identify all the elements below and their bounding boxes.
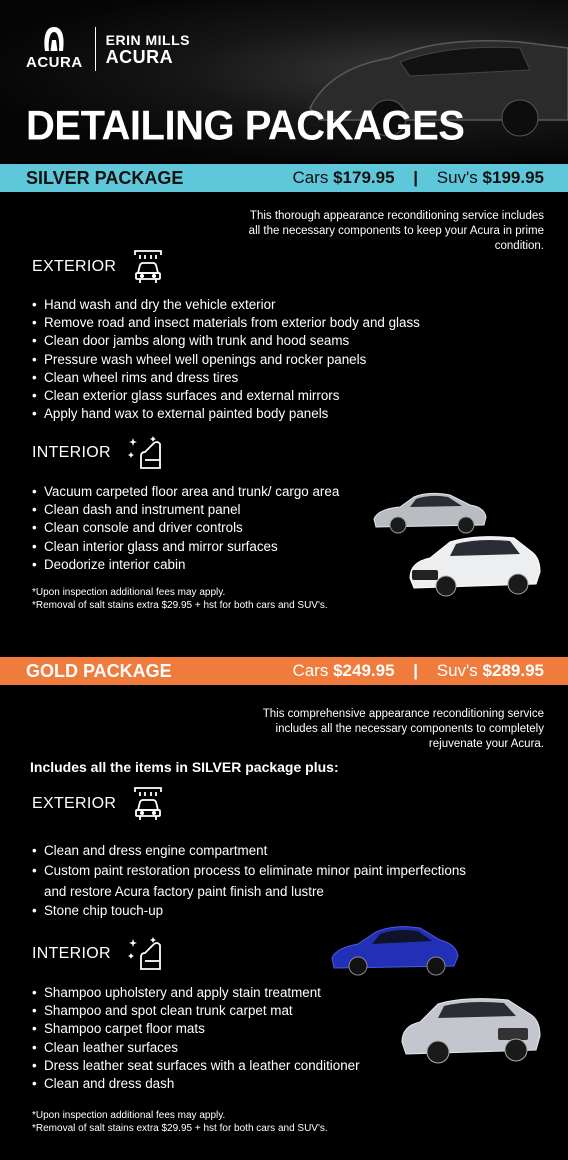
- list-item: • Clean console and driver controls: [32, 520, 243, 536]
- gold-cars-price: $249.95: [333, 661, 395, 680]
- silver-description: [184, 209, 544, 254]
- car-seat-cleaning-icon: [127, 434, 165, 472]
- list-item: • Remove road and insect materials from exterior body and glass: [32, 315, 420, 331]
- gold-interior-heading: [32, 935, 165, 973]
- gold-interior-label: INTERIOR: [32, 945, 111, 962]
- blue-sedan-image: [328, 920, 460, 980]
- gold-notes: [32, 1109, 328, 1135]
- silver-package-name: SILVER PACKAGE: [26, 167, 184, 188]
- page-title: DETAILING PACKAGES: [26, 102, 465, 150]
- list-item: • Pressure wash wheel well openings and rocker panels: [32, 351, 367, 367]
- list-item: • Clean and dress dash: [32, 1075, 175, 1091]
- gold-exterior-label: EXTERIOR: [32, 795, 117, 812]
- gold-cars-label: Cars: [292, 661, 329, 680]
- list-item: • Shampoo upholstery and apply stain treatment: [32, 985, 321, 1000]
- list-item: • Clean door jambs along with trunk and hood seams: [32, 333, 350, 349]
- silver-interior-list: [32, 483, 339, 574]
- list-item: • Shampoo carpet floor mats: [32, 1021, 205, 1037]
- silver-cars-price: $179.95: [333, 168, 395, 187]
- hero-banner: [0, 0, 568, 162]
- car-wash-icon: [132, 249, 164, 285]
- list-item: • Clean exterior glass surfaces and external mirrors: [32, 387, 340, 403]
- silver-package-prices: [292, 168, 544, 188]
- silver-sedan-image: [370, 487, 488, 535]
- dealer-logo[interactable]: [26, 26, 190, 71]
- list-item: • Clean leather surfaces: [32, 1039, 178, 1055]
- silver-exterior-heading: [32, 249, 164, 285]
- list-item: • Clean dash and instrument panel: [32, 502, 241, 518]
- gold-description-line: This comprehensive appearance reconditioning service: [262, 708, 544, 720]
- gold-price-separator: |: [413, 661, 419, 680]
- silver-price-separator: |: [413, 168, 419, 187]
- list-item: • Stone chip touch-up: [32, 903, 164, 919]
- silver-suv-image: [398, 992, 544, 1064]
- silver-interior-heading: [32, 434, 165, 472]
- silver-note: *Upon inspection additional fees may apply.: [32, 587, 226, 598]
- silver-suv-price: $199.95: [482, 168, 544, 187]
- silver-interior-label: INTERIOR: [32, 444, 111, 461]
- gold-description: [184, 707, 544, 752]
- acura-wordmark: ACURA: [26, 54, 83, 71]
- list-item: • Custom paint restoration process to eliminate minor paint imperfections: [32, 863, 466, 879]
- silver-description-line: all the necessary components to keep your Acura in prime: [248, 225, 544, 237]
- gold-note: *Removal of salt stains extra $29.95 + hst for both cars and SUV's.: [32, 1123, 328, 1134]
- silver-suv-label: Suv's: [436, 168, 478, 187]
- silver-notes: [32, 586, 328, 612]
- silver-exterior-label: EXTERIOR: [32, 258, 117, 275]
- list-item: • Hand wash and dry the vehicle exterior: [32, 297, 276, 312]
- list-item-continuation: and restore Acura factory paint finish and lustre: [44, 884, 324, 900]
- list-item: • Vacuum carpeted floor area and trunk/ cargo area: [32, 484, 340, 499]
- gold-note: *Upon inspection additional fees may apply.: [32, 1110, 226, 1121]
- acura-caliper-icon: [41, 26, 67, 52]
- list-item: • Clean and dress engine compartment: [32, 843, 268, 858]
- gold-package-bar: [0, 657, 568, 685]
- list-item: • Dress leather seat surfaces with a leather conditioner: [32, 1057, 360, 1073]
- dealer-name-line1: ERIN MILLS: [105, 31, 191, 48]
- list-item: • Shampoo and spot clean trunk carpet mat: [32, 1003, 293, 1019]
- silver-description-line: condition.: [494, 240, 544, 252]
- list-item: • Clean interior glass and mirror surfaces: [32, 538, 278, 554]
- silver-note: *Removal of salt stains extra $29.95 + hst for both cars and SUV's.: [32, 600, 328, 611]
- white-suv-image: [406, 532, 542, 598]
- gold-suv-price: $289.95: [482, 661, 544, 680]
- gold-includes-text: Includes all the items in SILVER package plus:: [30, 759, 339, 775]
- car-seat-cleaning-icon: [127, 935, 165, 973]
- gold-description-line: includes all the necessary components to completely: [275, 723, 544, 735]
- gold-description-line: rejuvenate your Acura.: [428, 738, 544, 750]
- gold-package-prices: [292, 661, 544, 681]
- list-item: • Clean wheel rims and dress tires: [32, 369, 239, 385]
- silver-package-bar: [0, 164, 568, 192]
- gold-exterior-heading: [32, 786, 164, 822]
- dealer-name-line2: ACURA: [105, 46, 174, 67]
- logo-divider: [95, 27, 96, 71]
- gold-package-name: GOLD PACKAGE: [26, 660, 172, 681]
- car-wash-icon: [132, 786, 164, 822]
- silver-cars-label: Cars: [292, 168, 329, 187]
- list-item: • Deodorize interior cabin: [32, 556, 186, 572]
- gold-exterior-list: [32, 842, 466, 920]
- gold-suv-label: Suv's: [436, 661, 478, 680]
- list-item: • Apply hand wax to external painted body panels: [32, 406, 329, 422]
- gold-interior-list: [32, 984, 360, 1093]
- silver-description-line: This thorough appearance reconditioning service includes: [249, 210, 544, 222]
- silver-exterior-list: [32, 296, 420, 423]
